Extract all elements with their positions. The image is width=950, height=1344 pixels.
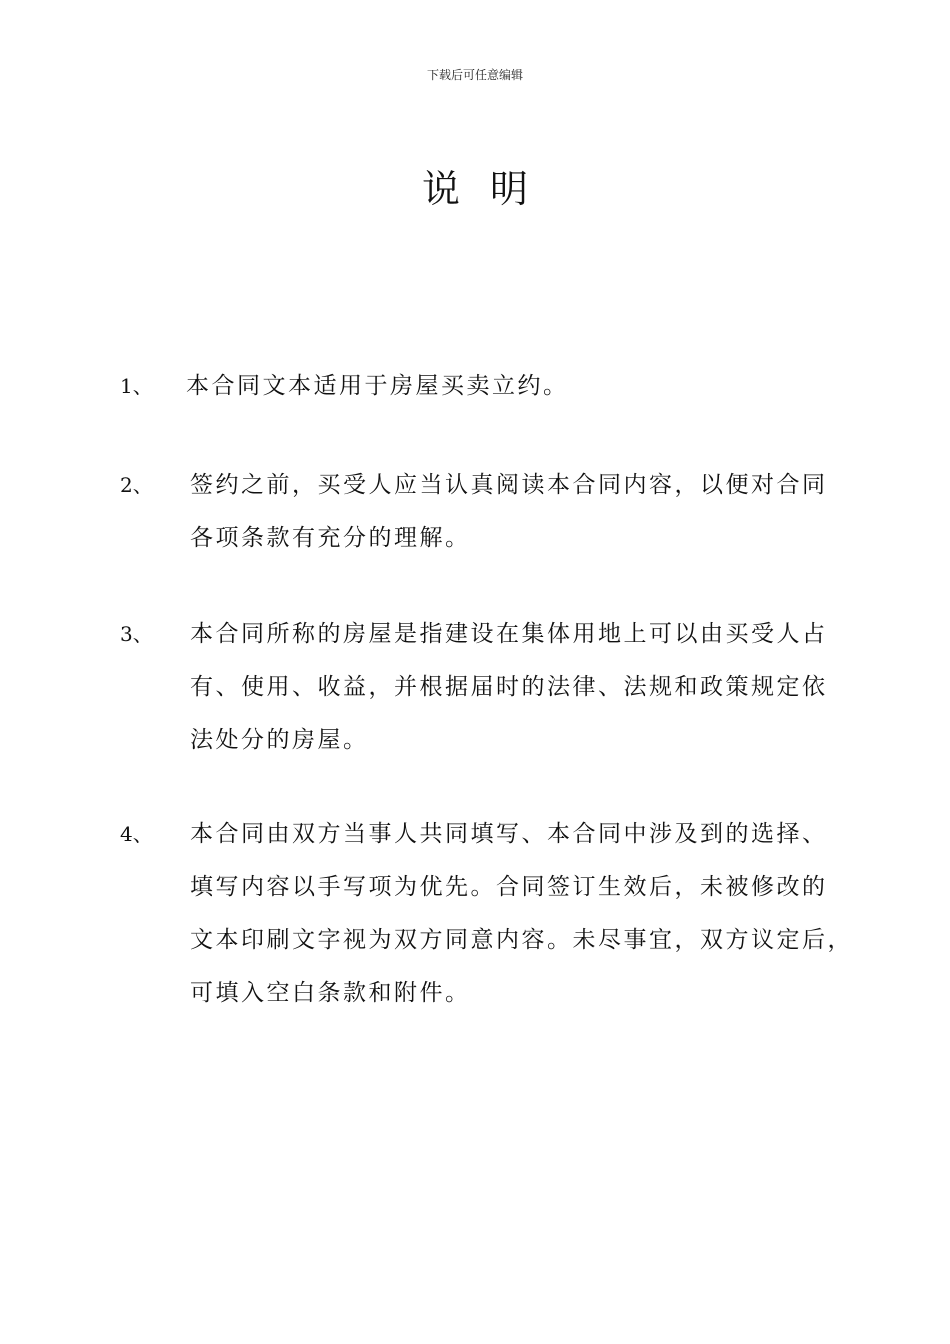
item-text bbox=[186, 360, 846, 413]
item-number: 2、 bbox=[120, 473, 153, 497]
item-text bbox=[190, 808, 853, 1020]
item-line: 签约之前，买受人应当认真阅读本合同内容，以便对合同 bbox=[190, 472, 828, 498]
item-line: 填写内容以手写项为优先。合同签订生效后，未被修改的 bbox=[190, 874, 828, 900]
item-number: 1、 bbox=[120, 374, 153, 398]
item-line: 可填入空白条款和附件。 bbox=[190, 980, 471, 1006]
item-line: 本合同所称的房屋是指建设在集体用地上可以由买受人占 bbox=[190, 621, 828, 647]
item-text bbox=[190, 459, 850, 565]
item-line: 各项条款有充分的理解。 bbox=[190, 525, 471, 551]
document-title: 说明 bbox=[421, 167, 558, 211]
item-line: 本合同由双方当事人共同填写、本合同中涉及到的选择、 bbox=[190, 821, 828, 847]
item-text bbox=[190, 608, 850, 767]
item-line: 本合同文本适用于房屋买卖立约。 bbox=[186, 373, 569, 399]
item-line: 法处分的房屋。 bbox=[190, 727, 369, 753]
item-line: 文本印刷文字视为双方同意内容。未尽事宜，双方议定后， bbox=[190, 927, 853, 953]
header-note: 下载后可任意编辑 bbox=[426, 68, 523, 82]
item-number: 4、 bbox=[120, 822, 153, 846]
item-line: 有、使用、收益，并根据届时的法律、法规和政策规定依 bbox=[190, 674, 828, 700]
item-number: 3、 bbox=[120, 622, 153, 646]
